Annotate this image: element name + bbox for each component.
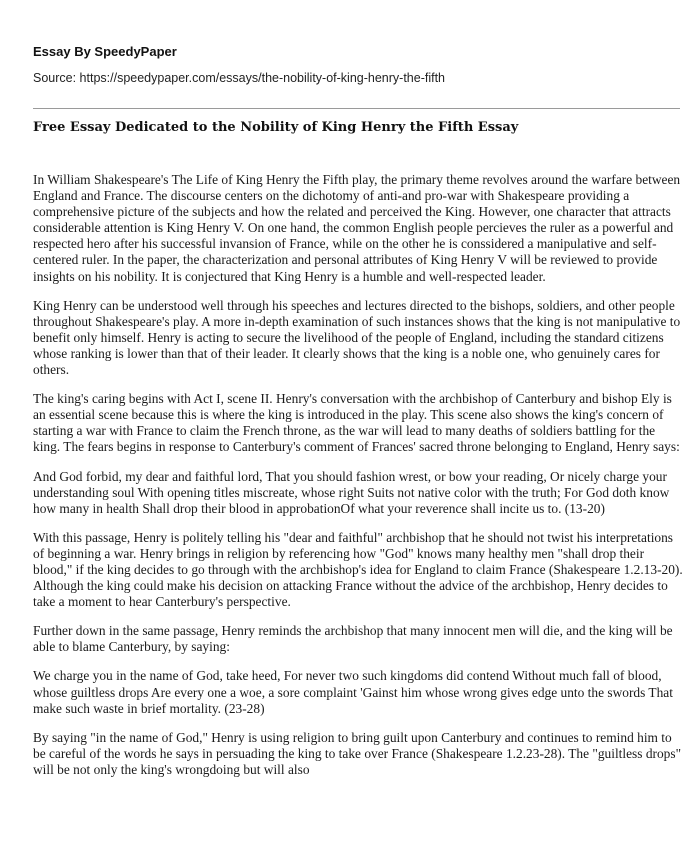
paragraph: Further down in the same passage, Henry reminds the archbishop that many innocent men will die, and the king will be able to blame Canterbury, by saying: xyxy=(33,623,673,655)
quote-paragraph: And God forbid, my dear and faithful lord, That you should fashion wrest, or bow your reading, Or nicely charge your understanding soul With opening titles miscreate, whose right Suits not native color with the truth; For God doth know how many in health Shall drop their blood in approbationOf what your reverence shall incite us to. (13-20) xyxy=(33,468,670,516)
site-title: Essay By SpeedyPaper xyxy=(33,44,177,59)
paragraph: The king's caring begins with Act I, scene II. Henry's conversation with the archbishop of Canterbury and bishop Ely is an essential scene because this is where the king is introduced in the play. This scene also shows the king's concern of starting a war with France to claim the French throne, as the war will lead to many deaths of soldiers battling for the king. The fears begins in response to Canterbury's comment of Frances' sacred throne belonging to England, Henry says: xyxy=(33,391,680,455)
header-divider xyxy=(33,108,680,109)
essay-body xyxy=(33,172,683,791)
source-line: Source: https://speedypaper.com/essays/the-nobility-of-king-henry-the-fifth xyxy=(33,71,446,85)
paragraph: With this passage, Henry is politely telling his "dear and faithful" archbishop that he should not twist his interpretations of beginning a war. Henry brings in religion by referencing how "God" knows many healthy men "shall drop their blood," if the king decides to go through with the archbishop's idea for England to claim France (Shakespeare 1.2.13-20). Although the king could make his decision on attacking France without the advice of the archbishop, Henry decides to take a moment to hear Canterbury's perspective. xyxy=(33,529,683,610)
paragraph: By saying "in the name of God," Henry is using religion to bring guilt upon Canterbury and continues to remind him to be careful of the words he says in persuading the king to take over France (Shakespeare 1.2.23-28). The "guiltless drops" will be not only the king's wrongdoing but will also xyxy=(33,729,682,777)
quote-paragraph: We charge you in the name of God, take heed, For never two such kingdoms did contend Without much fall of blood, whose guiltless drops Are every one a woe, a sore complaint 'Gainst him whose wrong gives edge unto the swords That make such waste in brief mortality. (23-28) xyxy=(33,668,673,716)
paragraph: King Henry can be understood well through his speeches and lectures directed to the bishops, soldiers, and other people throughout Shakespeare's play. A more in-depth examination of such instances shows that the king is not manipulative to benefit only himself. Henry is acting to secure the livelihood of the people of England, including the standard citizens whose ranking is lower than that of their leader. It clearly shows that the king is a noble one, who genuinely cares for others. xyxy=(33,297,681,378)
paragraph: In William Shakespeare's The Life of King Henry the Fifth play, the primary theme revolves around the warfare between England and France. The discourse centers on the dichotomy of anti-and pro-war with Shakespeare providing a comprehensive picture of the subjects and how the related and perceived the King. However, one character that attracts considerable attention is King Henry V. On one hand, the common English people percieves the ruler as a powerful and respected hero after his successful invansion of France, while on the other he is conssidered a manipulative and self-centered ruler. In the paper, the characterization and personal attributes of King Henry V will be reviewed to provide insights on his nobility. It is conjectured that King Henry is a humble and well-respected leader. xyxy=(33,172,681,284)
essay-title: Free Essay Dedicated to the Nobility of King Henry the Fifth Essay xyxy=(33,120,519,135)
